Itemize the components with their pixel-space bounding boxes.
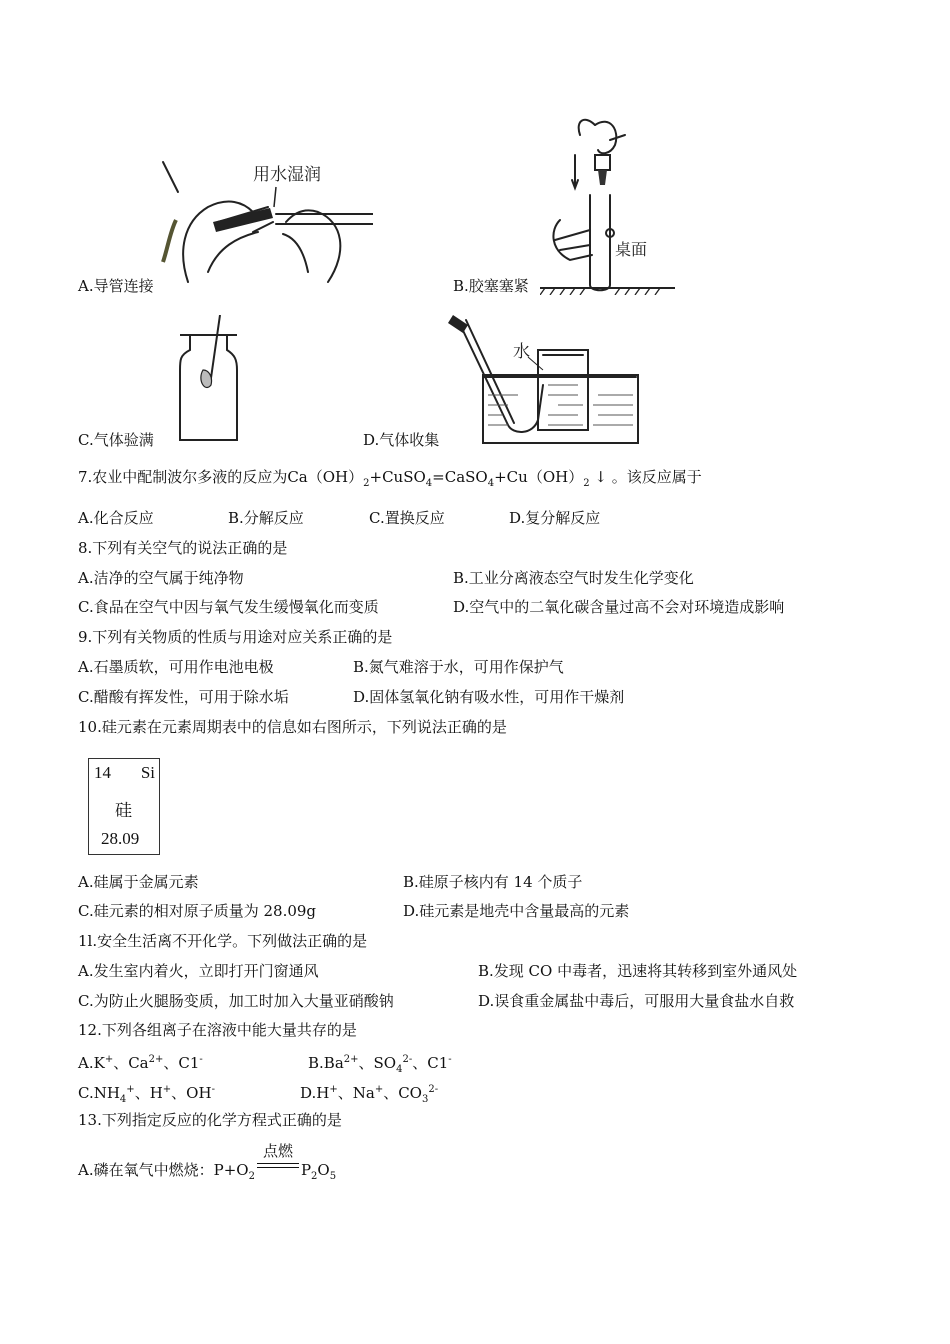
element-name: 硅 <box>115 801 132 821</box>
q8-option-a: A.洁净的空气属于纯净物 <box>78 569 244 587</box>
q7-equation: $Ca(OH)_2+CuSO_4=CaSO_4+Cu(OH)_2$ ↓ <box>287 468 607 489</box>
q11-option-c: C.为防止火腿肠变质，加工时加入大量亚硝酸钠 <box>78 992 394 1010</box>
q7-stem: 7.农业中配制波尔多液的反应为$Ca(OH)_2+CuSO_4=CaSO_4+Cu(OH)_2$ ↓ 。该反应属于 <box>78 468 702 489</box>
q6-option-c: C.气体验满 <box>78 431 154 449</box>
q9-option-a: A.石墨质软，可用作电池电极 <box>78 658 274 676</box>
q8-option-d: D.空气中的二氧化碳含量过高不会对环境造成影响 <box>453 598 785 616</box>
q12-option-a: A.K+、$Ca^{2+}$、C1- <box>78 1054 203 1072</box>
q7-option-d: D.复分解反应 <box>509 509 601 527</box>
q10-option-d: D.硅元素是地壳中含量最高的元素 <box>403 902 630 920</box>
element-symbol: Si <box>140 763 155 782</box>
reaction-condition: 点燃 <box>257 1161 299 1181</box>
q13-stem: 13.下列指定反应的化学方程式正确的是 <box>78 1111 342 1129</box>
q6-option-b: B.胶塞塞紧 <box>453 277 529 295</box>
figure-gas-collection <box>448 315 643 445</box>
q8-option-c: C.食品在空气中因与氧气发生缓慢氧化而变质 <box>78 598 379 616</box>
q9-option-c: C.醋酸有挥发性，可用于除水垢 <box>78 688 289 706</box>
q11-stem: 1l.安全生活离不开化学。下列做法正确的是 <box>78 932 368 950</box>
q12-option-b: $B.Ba^{2+}$、$SO_4^{2-}$、C1- <box>308 1054 452 1075</box>
q6-option-a: A.导管连接 <box>78 277 154 295</box>
q8-option-b: B.工业分离液态空气时发生化学变化 <box>453 569 694 587</box>
fig-b-note: 桌面 <box>615 240 648 259</box>
q10-stem: 10.硅元素在元素周期表中的信息如右图所示，下列说法正确的是 <box>78 718 507 736</box>
q12-option-c: $C.NH_4^+$、H+、OH- <box>78 1084 215 1105</box>
q10-option-c: C.硅元素的相对原子质量为 28.09g <box>78 902 317 920</box>
fig-a-note: 用水湿润 <box>253 165 321 185</box>
figure-gas-verification <box>175 315 245 445</box>
q7-option-a: A.化合反应 <box>78 509 154 527</box>
figure-tube-connection <box>158 152 373 292</box>
q7-option-b: B.分解反应 <box>228 509 304 527</box>
element-card <box>88 758 160 855</box>
q11-option-d: D.误食重金属盐中毒后，可服用大量食盐水自救 <box>478 992 795 1010</box>
element-mass: 28.09 <box>101 829 140 848</box>
q11-option-b: B.发现 CO 中毒者，迅速将其转移到室外通风处 <box>478 962 798 980</box>
q10-option-b: B.硅原子核内有 14 个质子 <box>403 873 583 891</box>
q9-option-d: D.固体氢氧化钠有吸水性，可用作干燥剂 <box>353 688 625 706</box>
q6-option-d: D.气体收集 <box>363 431 440 449</box>
fig-d-note: 水 <box>513 342 530 362</box>
q9-option-b: B.氮气难溶于水，可用作保护气 <box>353 658 564 676</box>
element-number: 14 <box>94 763 111 782</box>
q12-option-d: D.H+、Na+、$CO_3^{2-}$ <box>300 1084 439 1105</box>
q10-option-a: A.硅属于金属元素 <box>78 873 199 891</box>
figure-stopper-insertion <box>540 110 675 295</box>
q7-option-c: C.置换反应 <box>369 509 445 527</box>
q12-stem: 12.下列各组离子在溶液中能大量共存的是 <box>78 1021 357 1039</box>
q9-stem: 9.下列有关物质的性质与用途对应关系正确的是 <box>78 628 393 646</box>
q11-option-a: A.发生室内着火，立即打开门窗通风 <box>78 962 319 980</box>
q8-stem: 8.下列有关空气的说法正确的是 <box>78 539 288 557</box>
q13-option-a: A.磷在氧气中燃烧：$P+O_2$ 点燃 $P_2O_5$ <box>78 1142 337 1182</box>
